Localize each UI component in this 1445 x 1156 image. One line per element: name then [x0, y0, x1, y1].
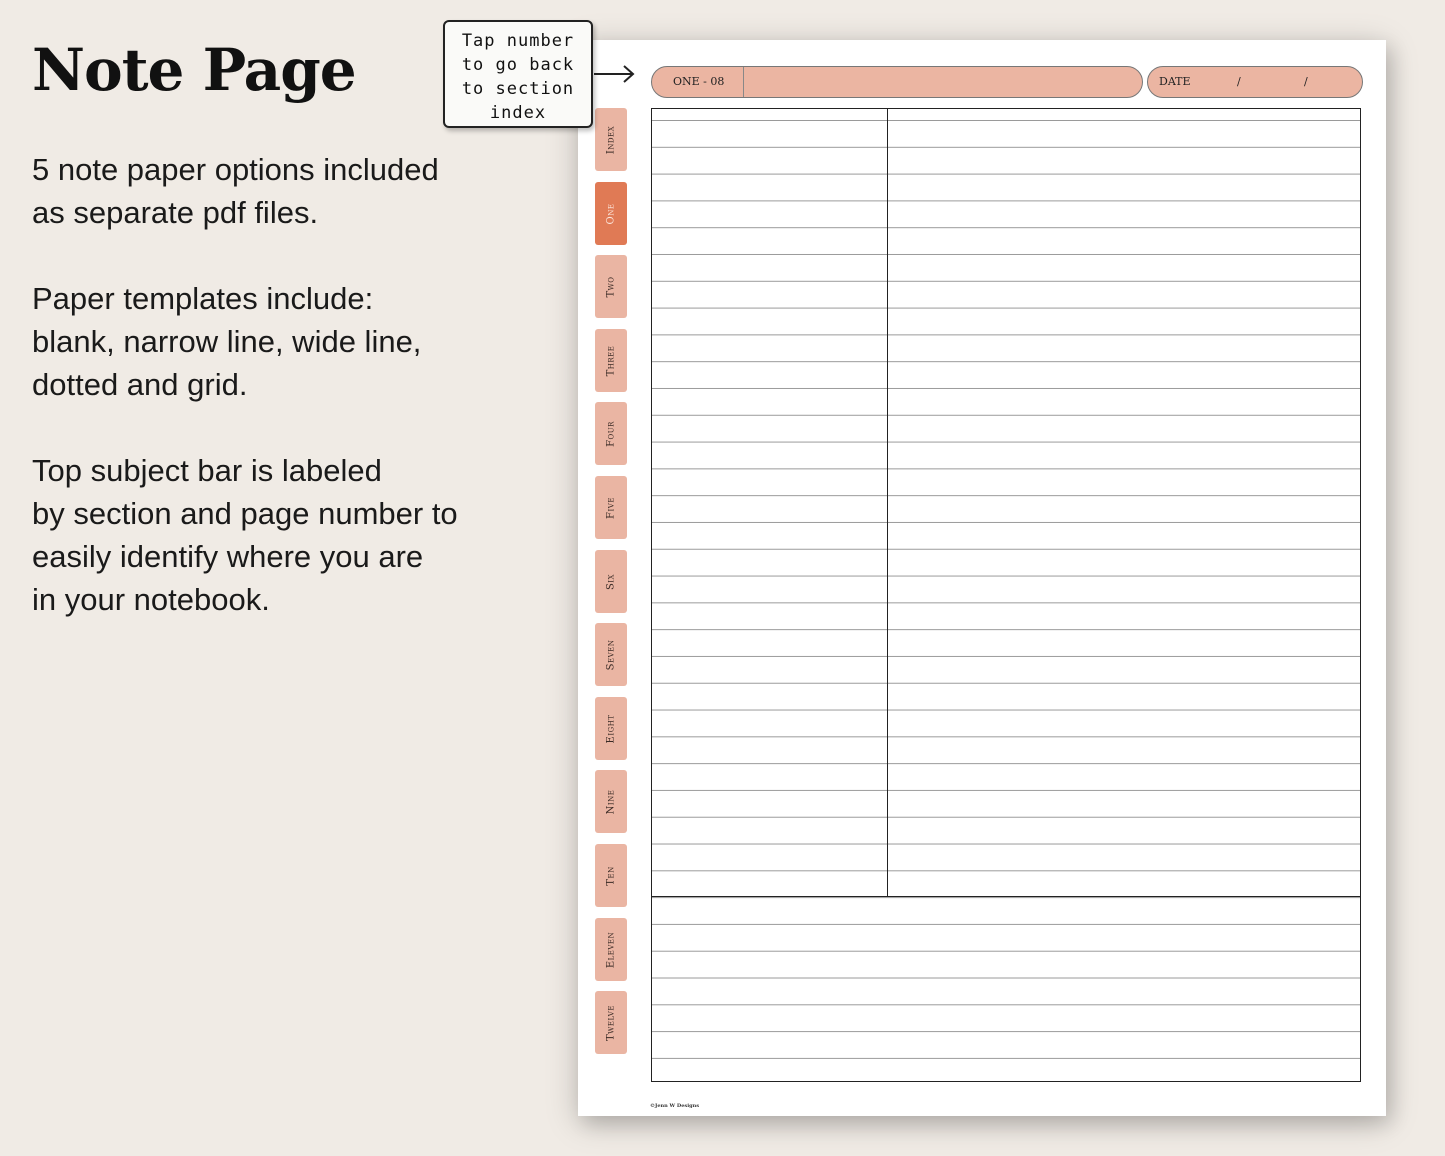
tab-twelve[interactable]	[595, 991, 627, 1054]
description-line: easily identify where you are	[32, 539, 424, 574]
date-separator: /	[1304, 75, 1308, 88]
description-line: in your notebook.	[32, 582, 270, 617]
date-label: DATE	[1159, 75, 1191, 88]
tab-label: Twelve	[605, 1004, 617, 1041]
tab-label: Six	[605, 573, 617, 590]
date-separator: /	[1237, 75, 1241, 88]
description-line: dotted and grid.	[32, 367, 248, 402]
tab-four[interactable]	[595, 402, 627, 465]
description-line: as separate pdf files.	[32, 195, 319, 230]
description-line: blank, narrow line, wide line,	[32, 324, 422, 359]
description-line: by section and page number to	[32, 496, 458, 531]
arrow-right-icon	[594, 62, 636, 86]
page-heading: Note Page	[32, 36, 356, 104]
tab-label: Eight	[605, 714, 617, 743]
tab-three[interactable]	[595, 329, 627, 392]
subject-bar	[651, 66, 1143, 98]
callout-line: to section	[461, 79, 575, 99]
tab-six[interactable]	[595, 550, 627, 613]
date-bar	[1147, 66, 1363, 98]
tab-label: Five	[605, 496, 617, 519]
tab-index[interactable]	[595, 108, 627, 171]
callout-line: to go back	[461, 55, 575, 75]
description-line: Top subject bar is labeled	[32, 453, 382, 488]
tab-ten[interactable]	[595, 844, 627, 907]
description-paragraph-1	[32, 148, 502, 234]
tab-label: Index	[605, 125, 617, 154]
callout-line: index	[489, 103, 547, 123]
summary-section-divider	[652, 896, 1360, 897]
description-line: Paper templates include:	[32, 281, 374, 316]
section-page-number-button[interactable]: ONE - 08	[652, 67, 744, 97]
tab-one[interactable]	[595, 182, 627, 245]
tab-label: Three	[605, 345, 617, 376]
tab-label: Seven	[605, 639, 617, 670]
tab-label: Two	[605, 275, 617, 298]
description-line: 5 note paper options included	[32, 152, 439, 187]
callout-line: Tap number	[461, 31, 575, 51]
tab-eight[interactable]	[595, 697, 627, 760]
tab-label: Nine	[605, 789, 617, 814]
copyright-text: ©Jenn W Designs	[650, 1103, 700, 1109]
callout-box	[443, 20, 593, 128]
cue-column-divider	[887, 109, 888, 896]
description-paragraph-3	[32, 449, 502, 621]
tab-label: Ten	[605, 865, 617, 886]
tab-label: Four	[605, 420, 617, 447]
note-page-preview	[578, 40, 1386, 1116]
tab-eleven[interactable]	[595, 918, 627, 981]
cornell-notes-area	[651, 108, 1361, 1082]
tab-label: Eleven	[605, 931, 617, 968]
tab-two[interactable]	[595, 255, 627, 318]
description-paragraph-2	[32, 277, 502, 406]
tab-label: One	[605, 203, 617, 224]
tab-five[interactable]	[595, 476, 627, 539]
tab-seven[interactable]	[595, 623, 627, 686]
tab-nine[interactable]	[595, 770, 627, 833]
